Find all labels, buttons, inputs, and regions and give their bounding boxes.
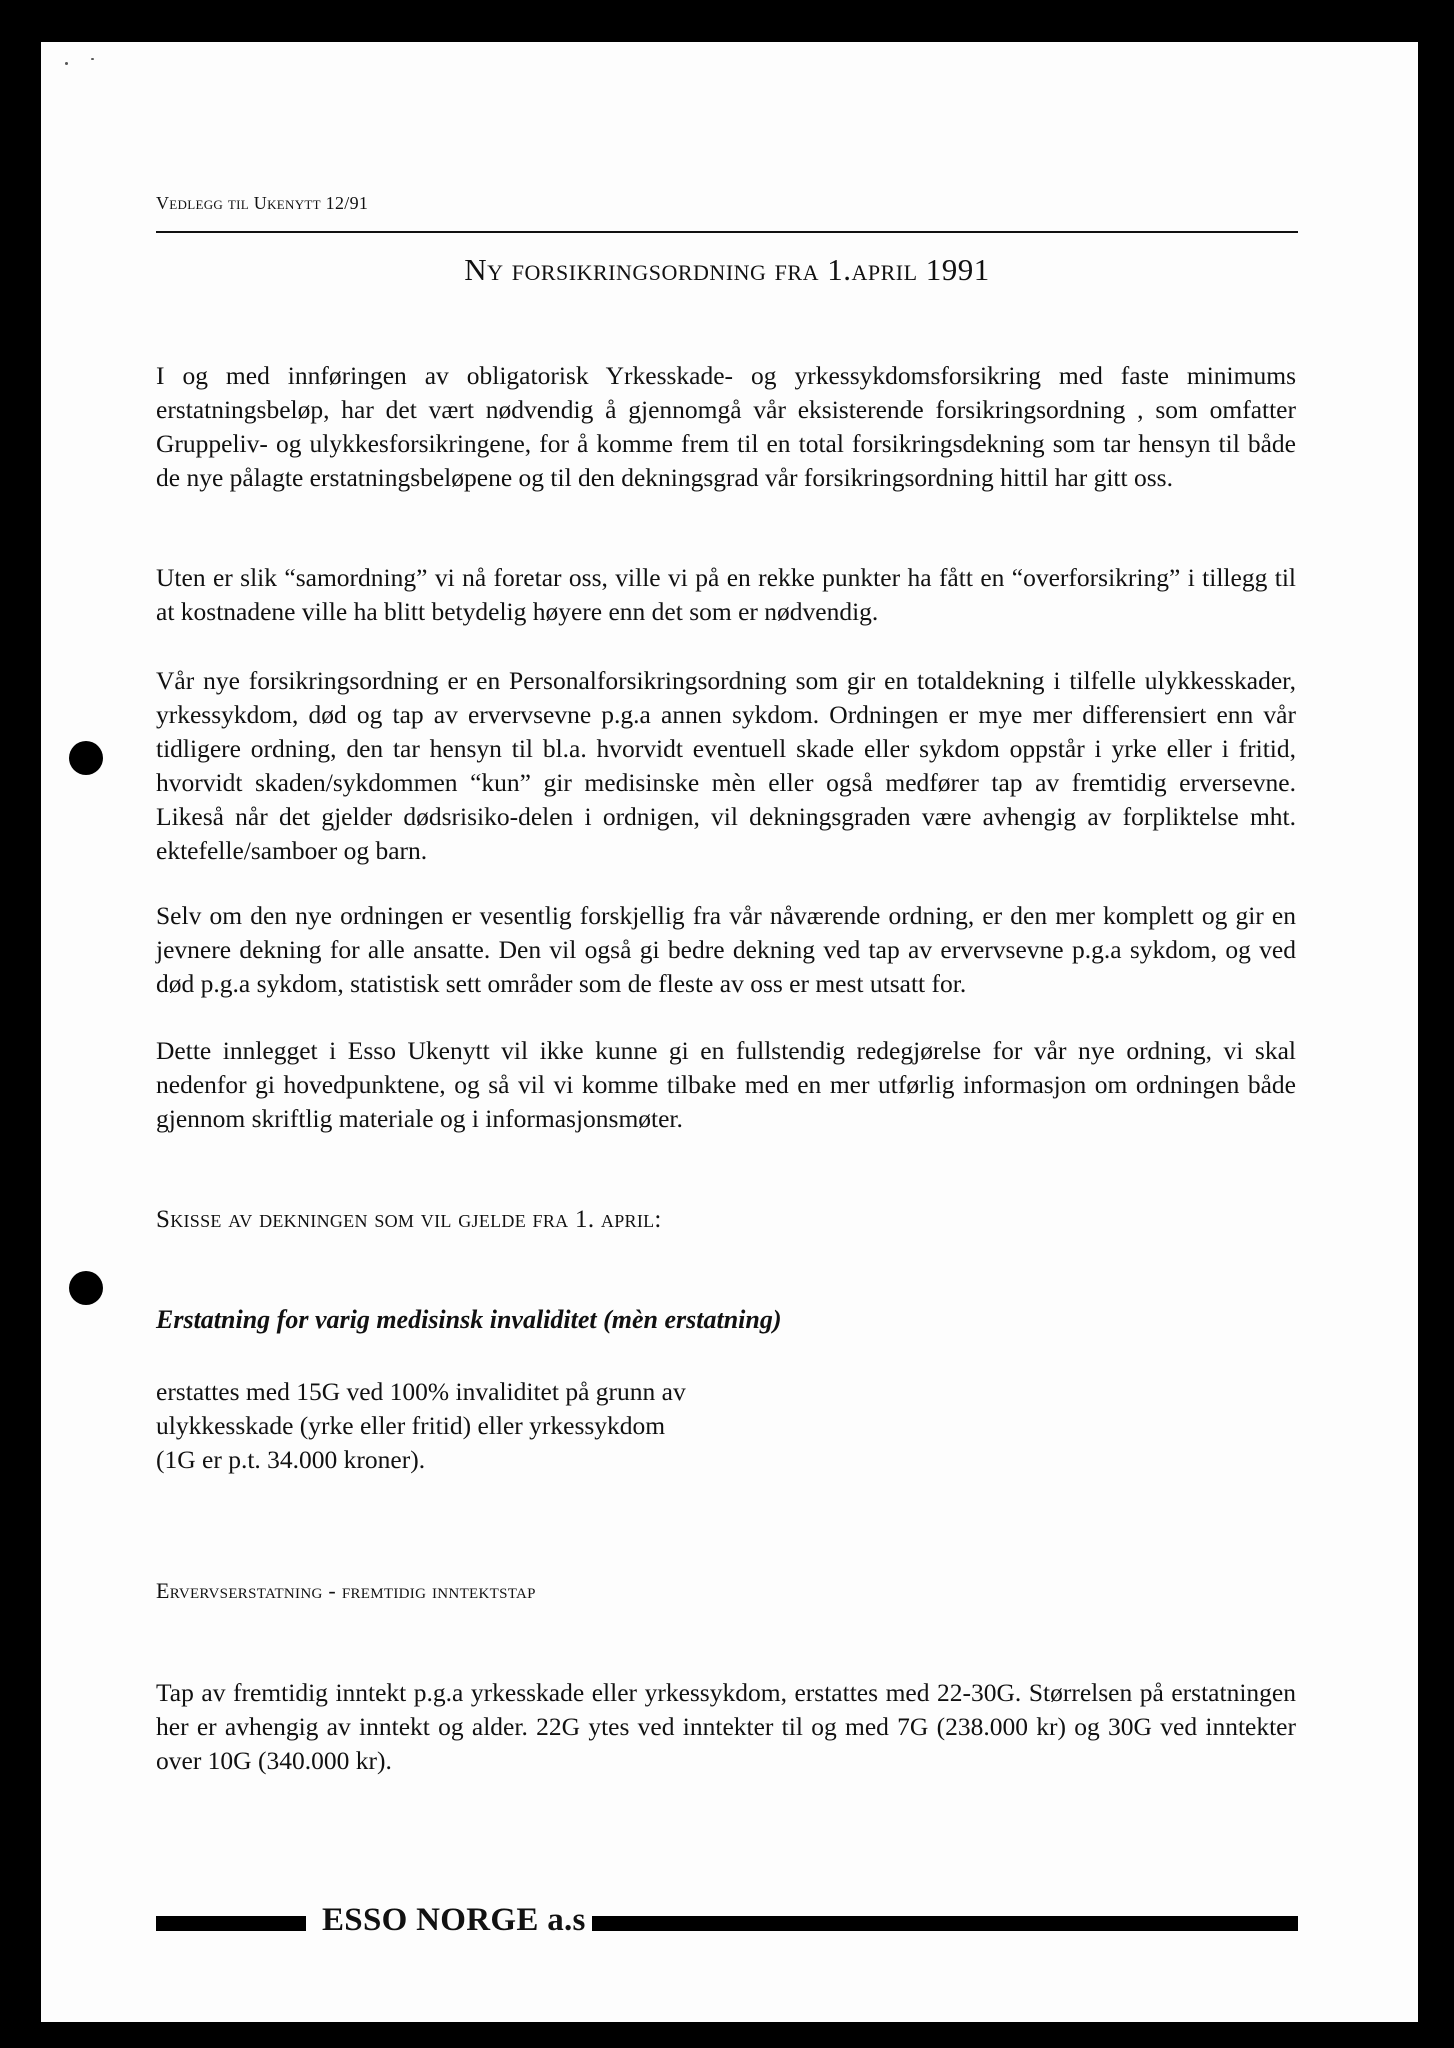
disability-details [156, 1375, 876, 1477]
document-title: Ny forsikringsordning fra 1.april 1991 [464, 252, 990, 287]
scan-speck [91, 58, 94, 60]
header-rule [156, 231, 1298, 233]
paragraph-income-loss: Tap av fremtidig inntekt p.g.a yrkesskade eller yrkessykdom, erstattes med 22-30G. Størrelsen på erstatningen her er avhengig av inntekt og alder. 22G ytes ved inntekter til og med 7G (238.000 kr) og 30G ved inntekter over 10G (340.000 kr). [156, 1678, 1296, 1775]
paragraph-intro: I og med innføringen av obligatorisk Yrkesskade- og yrkessykdomsforsikring med faste minimums erstatningsbeløp, har det vært nødvendig å gjennomgå vår eksisterende forsikringsordning , som omfatter Gruppeliv- og ulykkesforsikringene, for å komme frem til en total forsikringsdekning som tar hensyn til både de nye pålagte erstatningsbeløpene og til den dekningsgrad vår forsikringsordning hittil har gitt oss. [156, 361, 1296, 492]
paragraph-comparison: Selv om den nye ordningen er vesentlig forskjellig fra vår nåværende ordning, er den mer komplett og gir en jevnere dekning for alle ansatte. Den vil også gi bedre dekning ved tap av ervervsevne p.g.a sykdom, og ved død p.g.a sykdom, statistisk sett områder som de fleste av oss er mest utsatt for. [156, 901, 1296, 998]
footer-bar-left [156, 1916, 306, 1931]
section-heading-income-loss: Ervervserstatning - fremtidig inntektstap [156, 1578, 536, 1603]
paragraph-coordination: Uten er slik “samordning” vi nå foretar oss, ville vi på en rekke punkter ha fått en “overforsikring” i tillegg til at kostnadene ville ha blitt betydelig høyere enn det som er nødvendig. [156, 563, 1296, 626]
detail-line: erstattes med 15G ved 100% invaliditet på grunn av [156, 1377, 686, 1406]
scan-speck [65, 62, 68, 65]
attachment-label: Vedlegg til Ukenytt 12/91 [156, 193, 369, 213]
detail-line: (1G er p.t. 34.000 kroner). [156, 1445, 426, 1474]
detail-line: ulykkesskade (yrke eller fritid) eller yrkessykdom [156, 1411, 666, 1440]
punch-hole-bottom [69, 1271, 103, 1305]
paragraph-new-scheme: Vår nye forsikringsordning er en Personalforsikringsordning som gir en totaldekning i tilfelle ulykkesskader, yrkessykdom, død og tap av ervervsevne p.g.a annen sykdom. Ordningen er mye mer differensiert enn vår tidligere ordning, den tar hensyn til bl.a. hvorvidt eventuell skade eller sykdom oppstår i yrke eller i fritid, hvorvidt skaden/sykdommen “kun” gir medisinske mèn eller også medfører tap av fremtidig erversevne. Likeså når det gjelder dødsrisiko-delen i ordnigen, vil dekningsgraden være avhengig av forpliktelse mht. ektefelle/samboer og barn. [156, 666, 1296, 865]
paragraph-information: Dette innlegget i Esso Ukenytt vil ikke kunne gi en fullstendig redegjørelse for vår nye ordning, vi skal nedenfor gi hovedpunktene, og så vil vi komme tilbake med en mer utførlig informasjon om ordningen både gjennom skriftlig materiale og i informasjonsmøter. [156, 1036, 1296, 1133]
footer-bar-right [592, 1916, 1298, 1931]
section-heading-coverage: Skisse av dekningen som vil gjelde fra 1. april: [156, 1206, 662, 1233]
punch-hole-top [69, 741, 103, 775]
footer-company-name: ESSO NORGE a.s [322, 1902, 586, 1938]
subheading-disability: Erstatning for varig medisinsk invaliditet (mèn erstatning) [156, 1305, 782, 1334]
